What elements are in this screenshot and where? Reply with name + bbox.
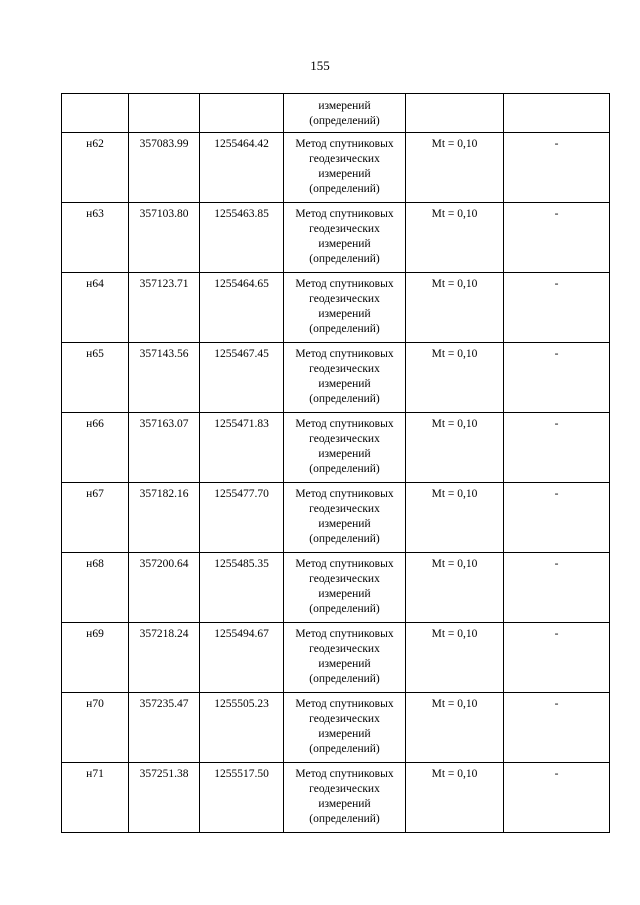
method-line: (определений) (309, 603, 380, 615)
method-line: Метод спутниковых (295, 628, 394, 640)
method-line: измерений (318, 448, 371, 460)
y-coordinate-cell: 1255477.70 (200, 483, 284, 553)
x-coordinate-cell: 357235.47 (129, 693, 200, 763)
x-coordinate-cell: 357083.99 (129, 133, 200, 203)
method-line: (определений) (309, 183, 380, 195)
table-row (62, 413, 610, 483)
method-cell (284, 623, 406, 693)
table-row (62, 553, 610, 623)
accuracy-cell: Mt = 0,10 (406, 623, 504, 693)
note-cell: - (504, 343, 610, 413)
method-line: (определений) (309, 463, 380, 475)
accuracy-cell: Mt = 0,10 (406, 413, 504, 483)
method-line: измерений (318, 378, 371, 390)
method-line: Метод спутниковых (295, 138, 394, 150)
y-coordinate-cell: 1255467.45 (200, 343, 284, 413)
method-cell (284, 483, 406, 553)
method-cell (284, 94, 406, 133)
x-coordinate-cell: 357218.24 (129, 623, 200, 693)
point-name-cell: н67 (62, 483, 129, 553)
method-line: (определений) (309, 115, 380, 127)
note-cell: - (504, 203, 610, 273)
point-name-cell: н65 (62, 343, 129, 413)
x-coordinate-cell (129, 94, 200, 133)
method-line: Метод спутниковых (295, 488, 394, 500)
point-name-cell: н62 (62, 133, 129, 203)
method-line: Метод спутниковых (295, 698, 394, 710)
method-line: измерений (318, 308, 371, 320)
note-cell: - (504, 483, 610, 553)
method-line: (определений) (309, 673, 380, 685)
y-coordinate-cell: 1255463.85 (200, 203, 284, 273)
method-line: геодезических (309, 293, 380, 305)
method-cell (284, 203, 406, 273)
accuracy-cell: Mt = 0,10 (406, 133, 504, 203)
method-line: геодезических (309, 363, 380, 375)
note-cell: - (504, 273, 610, 343)
table-row (62, 273, 610, 343)
table-row-continuation (62, 94, 610, 133)
method-line: измерений (318, 238, 371, 250)
method-line: Метод спутниковых (295, 278, 394, 290)
y-coordinate-cell: 1255494.67 (200, 623, 284, 693)
table-row (62, 483, 610, 553)
x-coordinate-cell: 357123.71 (129, 273, 200, 343)
table-row (62, 693, 610, 763)
method-line: измерений (318, 100, 371, 112)
method-line: Метод спутниковых (295, 418, 394, 430)
table-row (62, 763, 610, 833)
y-coordinate-cell: 1255505.23 (200, 693, 284, 763)
method-line: (определений) (309, 533, 380, 545)
point-name-cell: н68 (62, 553, 129, 623)
accuracy-cell (406, 94, 504, 133)
table-row (62, 133, 610, 203)
method-cell (284, 553, 406, 623)
point-name-cell: н69 (62, 623, 129, 693)
table-row (62, 203, 610, 273)
accuracy-cell: Mt = 0,10 (406, 203, 504, 273)
method-line: Метод спутниковых (295, 348, 394, 360)
method-line: (определений) (309, 813, 380, 825)
method-line: (определений) (309, 323, 380, 335)
accuracy-cell: Mt = 0,10 (406, 273, 504, 343)
method-line: геодезических (309, 223, 380, 235)
method-line: геодезических (309, 783, 380, 795)
note-cell: - (504, 553, 610, 623)
method-line: (определений) (309, 743, 380, 755)
note-cell: - (504, 763, 610, 833)
method-line: геодезических (309, 643, 380, 655)
x-coordinate-cell: 357251.38 (129, 763, 200, 833)
x-coordinate-cell: 357143.56 (129, 343, 200, 413)
coordinates-table-body (62, 94, 610, 833)
method-line: Метод спутниковых (295, 558, 394, 570)
method-line: измерений (318, 798, 371, 810)
method-line: измерений (318, 518, 371, 530)
accuracy-cell: Mt = 0,10 (406, 693, 504, 763)
method-line: (определений) (309, 393, 380, 405)
table-row (62, 343, 610, 413)
method-line: измерений (318, 658, 371, 670)
method-line: геодезических (309, 433, 380, 445)
x-coordinate-cell: 357200.64 (129, 553, 200, 623)
method-line: измерений (318, 728, 371, 740)
method-line: Метод спутниковых (295, 768, 394, 780)
coordinates-table (61, 93, 610, 833)
accuracy-cell: Mt = 0,10 (406, 763, 504, 833)
accuracy-cell: Mt = 0,10 (406, 483, 504, 553)
accuracy-cell: Mt = 0,10 (406, 553, 504, 623)
x-coordinate-cell: 357163.07 (129, 413, 200, 483)
accuracy-cell: Mt = 0,10 (406, 343, 504, 413)
method-line: геодезических (309, 713, 380, 725)
y-coordinate-cell: 1255464.65 (200, 273, 284, 343)
method-line: геодезических (309, 503, 380, 515)
method-cell (284, 343, 406, 413)
method-cell (284, 693, 406, 763)
table-row (62, 623, 610, 693)
method-line: измерений (318, 168, 371, 180)
y-coordinate-cell: 1255471.83 (200, 413, 284, 483)
y-coordinate-cell (200, 94, 284, 133)
method-line: Метод спутниковых (295, 208, 394, 220)
method-line: геодезических (309, 573, 380, 585)
point-name-cell: н64 (62, 273, 129, 343)
method-cell (284, 413, 406, 483)
note-cell: - (504, 413, 610, 483)
y-coordinate-cell: 1255485.35 (200, 553, 284, 623)
method-line: (определений) (309, 253, 380, 265)
method-line: измерений (318, 588, 371, 600)
note-cell: - (504, 133, 610, 203)
method-cell (284, 133, 406, 203)
method-cell (284, 763, 406, 833)
y-coordinate-cell: 1255517.50 (200, 763, 284, 833)
x-coordinate-cell: 357182.16 (129, 483, 200, 553)
note-cell: - (504, 623, 610, 693)
method-cell (284, 273, 406, 343)
page-number: 155 (310, 58, 330, 73)
method-line: геодезических (309, 153, 380, 165)
y-coordinate-cell: 1255464.42 (200, 133, 284, 203)
note-cell: - (504, 693, 610, 763)
point-name-cell: н70 (62, 693, 129, 763)
note-cell (504, 94, 610, 133)
point-name-cell (62, 94, 129, 133)
point-name-cell: н63 (62, 203, 129, 273)
point-name-cell: н71 (62, 763, 129, 833)
point-name-cell: н66 (62, 413, 129, 483)
x-coordinate-cell: 357103.80 (129, 203, 200, 273)
